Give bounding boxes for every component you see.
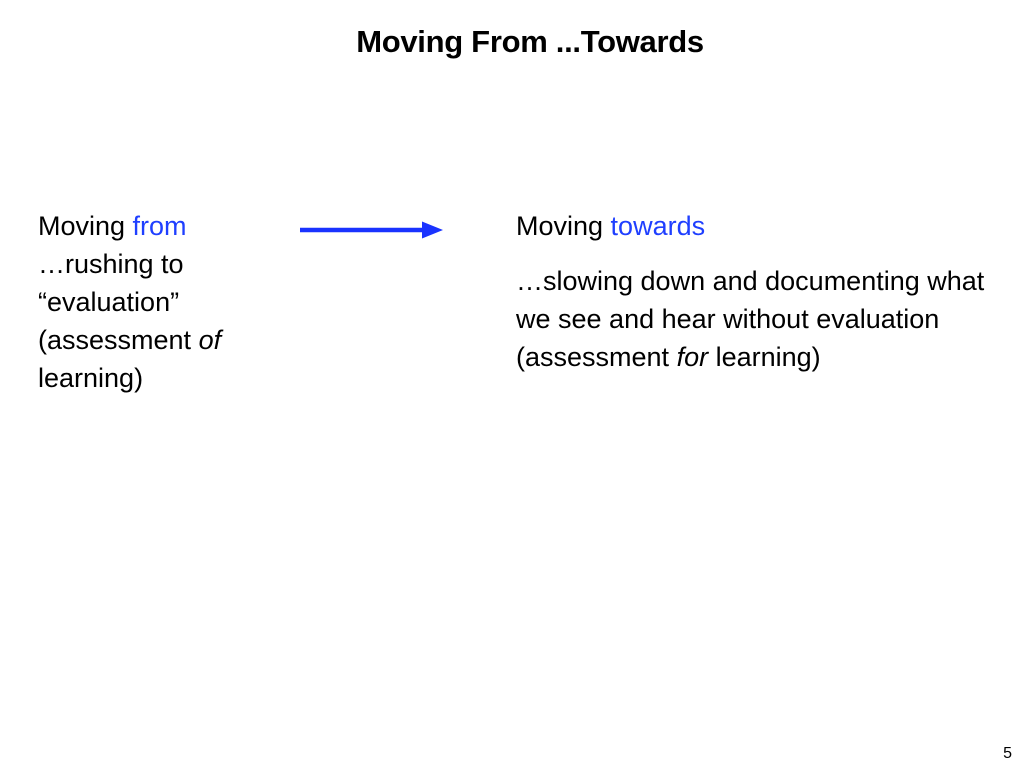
moving-towards-label: Moving bbox=[516, 211, 611, 241]
page-number: 5 bbox=[1003, 745, 1012, 762]
moving-towards-text-end: learning) bbox=[708, 342, 821, 372]
moving-from-label: Moving bbox=[38, 211, 133, 241]
moving-from-text-end: learning) bbox=[38, 363, 144, 393]
moving-from-description bbox=[38, 245, 278, 397]
moving-from-heading bbox=[38, 207, 278, 245]
moving-towards-heading bbox=[516, 207, 1006, 245]
moving-from-text: …rushing to “evaluation” (assessment bbox=[38, 249, 199, 355]
arrow-right-icon bbox=[298, 218, 448, 242]
slide-title: Moving From ...Towards bbox=[356, 24, 704, 59]
moving-from-block bbox=[38, 207, 278, 397]
moving-towards-block bbox=[516, 207, 1006, 376]
moving-towards-text: …slowing down and documenting what we see and hear without evaluation (assessment bbox=[516, 266, 985, 372]
from-keyword: from bbox=[132, 211, 187, 241]
towards-keyword: towards bbox=[610, 211, 706, 241]
moving-towards-description bbox=[516, 262, 1006, 376]
emphasis-for: for bbox=[676, 342, 709, 372]
emphasis-of: of bbox=[198, 325, 222, 355]
